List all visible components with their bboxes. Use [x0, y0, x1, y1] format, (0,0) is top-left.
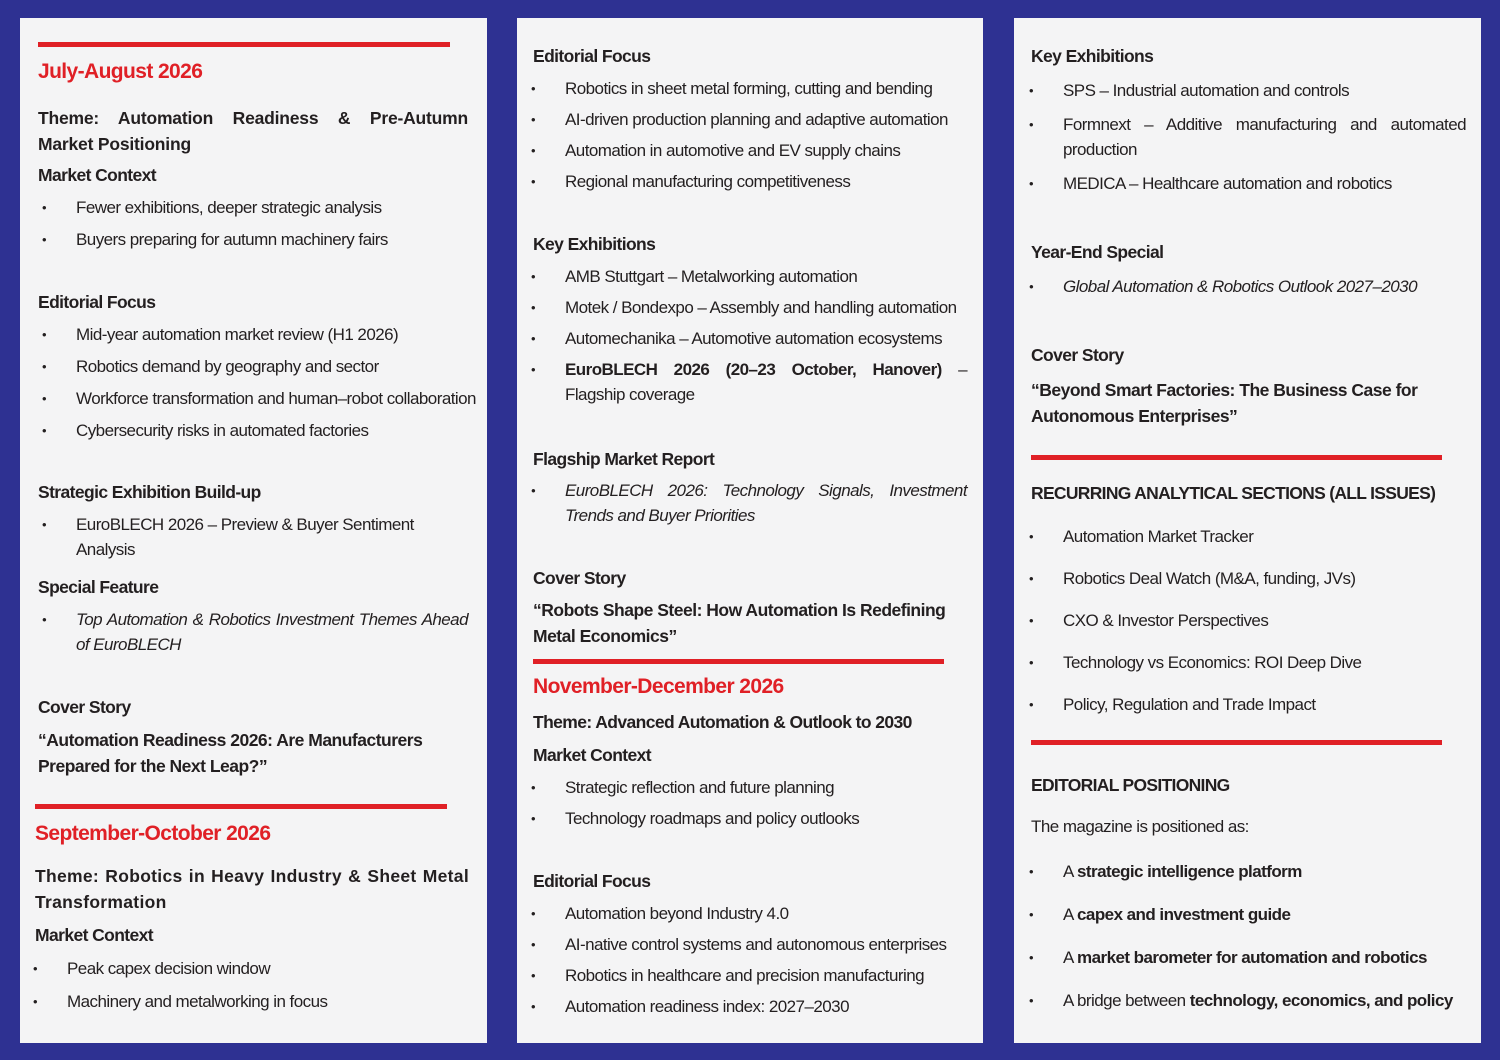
list-item: • Regional manufacturing competitiveness — [565, 169, 970, 194]
section-heading: Key Exhibitions — [533, 234, 656, 254]
list-item: • Peak capex decision window — [67, 956, 462, 981]
list-item: • Top Automation & Robotics Investment Themes Ahead of EuroBLECH — [76, 607, 468, 657]
cover-story-quote: “Beyond Smart Factories: The Business Case for Autonomous Enterprises” — [1031, 380, 1418, 426]
list-item: • Mid-year automation market review (H1 2026) — [76, 322, 476, 347]
list-item: • Cybersecurity risks in automated factories — [76, 418, 476, 443]
euroblech-bold: EuroBLECH 2026 (20–23 October, Hanover) — [565, 360, 942, 379]
bullet-list — [565, 76, 970, 194]
list-item: • Global Automation & Robotics Outlook 2027–2030 — [1063, 274, 1466, 299]
list-item — [1063, 945, 1473, 970]
bullet-list — [76, 322, 476, 443]
list-item: • Motek / Bondexpo – Assembly and handling automation — [565, 295, 967, 320]
cover-story-quote: “Automation Readiness 2026: Are Manufacturers Prepared for the Next Leap?” — [38, 730, 423, 776]
section-heading: Cover Story — [1031, 345, 1124, 365]
section-heading: Market Context — [35, 925, 154, 945]
list-item: • CXO & Investor Perspectives — [1063, 608, 1466, 633]
item-prefix: A — [1063, 905, 1078, 924]
list-item: • AI-native control systems and autonomous enterprises — [565, 932, 970, 957]
section-heading: Editorial Focus — [533, 46, 651, 66]
section-heading: Cover Story — [38, 697, 131, 717]
list-item: • Robotics in healthcare and precision manufacturing — [565, 963, 970, 988]
item-prefix: A — [1063, 862, 1078, 881]
issue-theme: Theme: Automation Readiness & Pre-Autumn Market Positioning — [38, 108, 468, 154]
list-item: • Automechanika – Automotive automation ecosystems — [565, 326, 967, 351]
list-item: • Buyers preparing for autumn machinery fairs — [76, 227, 471, 252]
section-heading: Year-End Special — [1031, 242, 1164, 262]
list-item: • Technology vs Economics: ROI Deep Dive — [1063, 650, 1466, 675]
issue-theme: Theme: Advanced Automation & Outlook to 2030 — [533, 712, 912, 732]
list-item — [1063, 902, 1473, 927]
list-item: • Fewer exhibitions, deeper strategic analysis — [76, 195, 471, 220]
list-item: • Formnext – Additive manufacturing and automated production — [1063, 112, 1466, 162]
list-item: • EuroBLECH 2026 – Preview & Buyer Sentiment Analysis — [76, 512, 471, 562]
bullet-list — [1063, 859, 1473, 1013]
item-bold: strategic intelligence platform — [1077, 862, 1302, 881]
cover-story-quote: “Robots Shape Steel: How Automation Is Redefining Metal Economics” — [533, 600, 946, 646]
section-heading: Editorial Focus — [533, 871, 651, 891]
list-item: • AI-driven production planning and adaptive automation — [565, 107, 970, 132]
list-item: • Automation readiness index: 2027–2030 — [565, 994, 970, 1019]
section-heading: Special Feature — [38, 577, 159, 597]
section-divider — [38, 42, 450, 47]
bullet-list — [67, 956, 462, 1014]
issue-title-sep-oct: September-October 2026 — [35, 822, 271, 845]
section-divider — [35, 804, 447, 809]
list-item: • Automation in automotive and EV supply chains — [565, 138, 970, 163]
list-item: • Robotics demand by geography and sector — [76, 354, 476, 379]
recurring-sections-heading: RECURRING ANALYTICAL SECTIONS (ALL ISSUES) — [1031, 483, 1436, 503]
section-heading: Market Context — [38, 165, 157, 185]
section-heading: Editorial Focus — [38, 292, 156, 312]
bullet-list — [76, 607, 468, 657]
bullet-list — [1063, 524, 1466, 717]
section-divider — [533, 659, 944, 664]
editorial-positioning-heading: EDITORIAL POSITIONING — [1031, 775, 1230, 795]
section-heading: Strategic Exhibition Build-up — [38, 482, 261, 502]
list-item: • Automation beyond Industry 4.0 — [565, 901, 970, 926]
issue-title-jul-aug: July-August 2026 — [38, 60, 203, 83]
panel-middle — [517, 18, 983, 1043]
bullet-list — [565, 775, 967, 831]
section-heading: Key Exhibitions — [1031, 46, 1154, 66]
list-item: • Strategic reflection and future planning — [565, 775, 967, 800]
bullet-list — [76, 195, 471, 252]
list-item: • Automation Market Tracker — [1063, 524, 1466, 549]
list-item: • Workforce transformation and human–robot collaboration — [76, 386, 476, 411]
item-bold: capex and investment guide — [1077, 905, 1291, 924]
section-divider — [1031, 740, 1442, 745]
issue-theme: Theme: Robotics in Heavy Industry & Sheet Metal Transformation — [35, 866, 469, 912]
panel-right — [1014, 18, 1481, 1043]
item-bold: technology, economics, and policy — [1189, 991, 1453, 1010]
positioning-intro: The magazine is positioned as: — [1031, 817, 1249, 836]
section-divider — [1031, 455, 1442, 460]
item-prefix: A bridge between — [1063, 991, 1190, 1010]
list-item — [1063, 859, 1473, 884]
section-heading: Cover Story — [533, 568, 626, 588]
list-item — [565, 357, 967, 407]
list-item: • SPS – Industrial automation and controls — [1063, 78, 1466, 103]
issue-title-nov-dec: November-December 2026 — [533, 675, 784, 698]
list-item — [1063, 988, 1473, 1013]
item-bold: market barometer for automation and robotics — [1077, 948, 1427, 967]
list-item: • Machinery and metalworking in focus — [67, 989, 462, 1014]
list-item: • Robotics in sheet metal forming, cutting and bending — [565, 76, 970, 101]
bullet-list — [1063, 78, 1466, 196]
euroblech-rest: – Flagship coverage — [565, 360, 968, 404]
bullet-list — [1063, 274, 1466, 299]
list-item: • AMB Stuttgart – Metalworking automation — [565, 264, 967, 289]
item-prefix: A — [1063, 948, 1078, 967]
bullet-list — [565, 901, 970, 1019]
bullet-list — [565, 478, 967, 528]
bullet-list — [76, 512, 471, 562]
list-item: • MEDICA – Healthcare automation and robotics — [1063, 171, 1466, 196]
list-item: • Technology roadmaps and policy outlooks — [565, 806, 967, 831]
bullet-list — [565, 264, 967, 407]
list-item: • Robotics Deal Watch (M&A, funding, JVs) — [1063, 566, 1466, 591]
list-item: • Policy, Regulation and Trade Impact — [1063, 692, 1466, 717]
section-heading: Flagship Market Report — [533, 449, 715, 469]
list-item: • EuroBLECH 2026: Technology Signals, Investment Trends and Buyer Priorities — [565, 478, 967, 528]
panel-left — [20, 18, 487, 1043]
section-heading: Market Context — [533, 745, 652, 765]
